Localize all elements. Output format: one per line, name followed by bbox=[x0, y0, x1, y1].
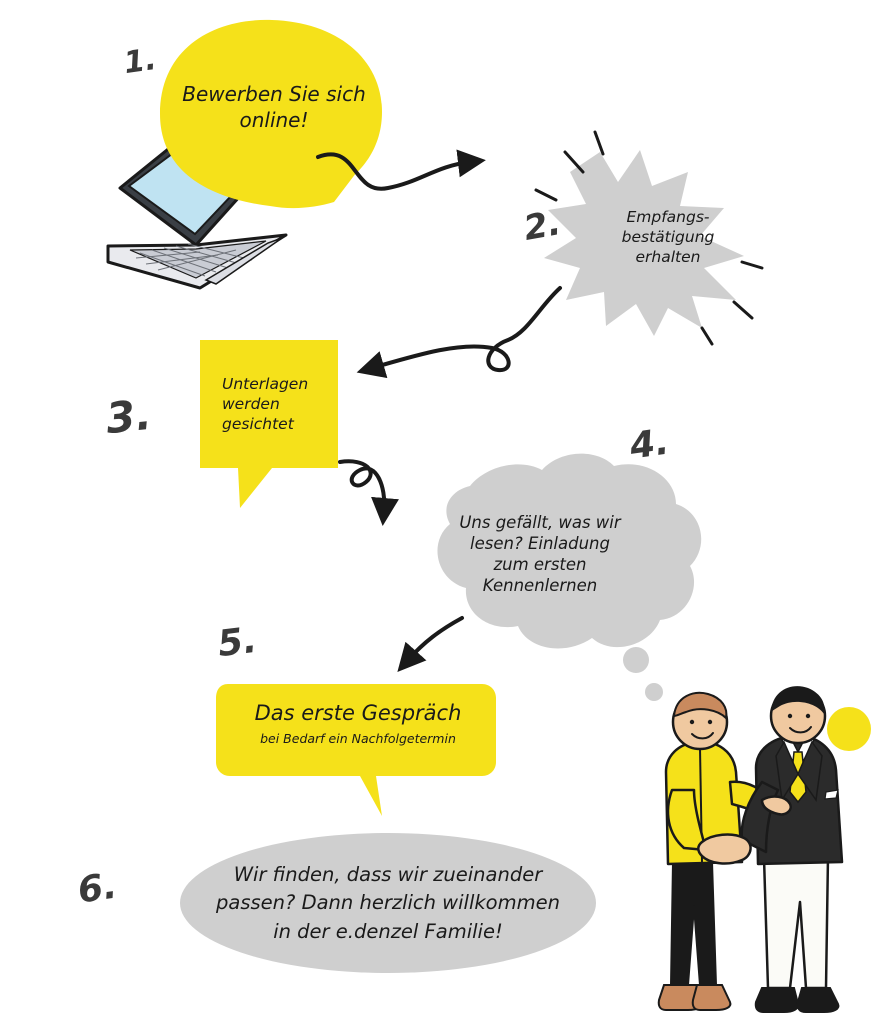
step-3-text-line-3: gesichtet bbox=[222, 414, 294, 433]
step-4-bubble bbox=[437, 454, 701, 701]
arrow-3-to-4 bbox=[340, 461, 384, 510]
step-4-text-line-3: zum ersten bbox=[493, 555, 587, 575]
step-1-text: Bewerben Sie sich online! bbox=[182, 82, 366, 132]
step-6-text-line-1: Wir finden, dass wir zueinander bbox=[233, 863, 543, 886]
step-2-text-line-3: erhalten bbox=[635, 247, 701, 266]
step-3-bubble bbox=[200, 340, 338, 508]
step-number-2: 2. bbox=[520, 203, 564, 249]
step-5-bubble bbox=[216, 684, 496, 816]
step-6-bubble bbox=[180, 833, 596, 973]
step-number-6: 6. bbox=[75, 865, 120, 912]
arrow-4-to-5 bbox=[408, 618, 462, 660]
step-2-bubble bbox=[536, 132, 762, 344]
arrow-2-to-3 bbox=[372, 288, 560, 370]
handshake-illustration bbox=[659, 686, 871, 1012]
step-4-text-line-1: Uns gefällt, was wir bbox=[459, 513, 621, 532]
step-number-1: 1. bbox=[121, 41, 159, 82]
step-5-subtext: bei Bedarf ein Nachfolgetermin bbox=[260, 731, 456, 746]
step-2-text-line-2: bestätigung bbox=[621, 227, 715, 246]
step-6-text-line-3: in der e.denzel Familie! bbox=[273, 919, 503, 943]
step-4-text-line-4: Kennenlernen bbox=[482, 576, 598, 596]
step-4-text-line-2: lesen? Einladung bbox=[470, 534, 610, 554]
step-number-3: 3. bbox=[103, 389, 154, 444]
step-6-text-line-2: passen? Dann herzlich willkommen bbox=[216, 891, 560, 915]
step-3-text-line-1: Unterlagen bbox=[222, 375, 309, 393]
step-3-text-line-2: werden bbox=[222, 394, 280, 413]
step-5-text: Das erste Gespräch bbox=[254, 701, 462, 725]
step-number-4: 4. bbox=[627, 421, 672, 468]
step-number-5: 5. bbox=[215, 619, 260, 666]
step-2-text-line-1: Empfangs- bbox=[626, 208, 710, 226]
